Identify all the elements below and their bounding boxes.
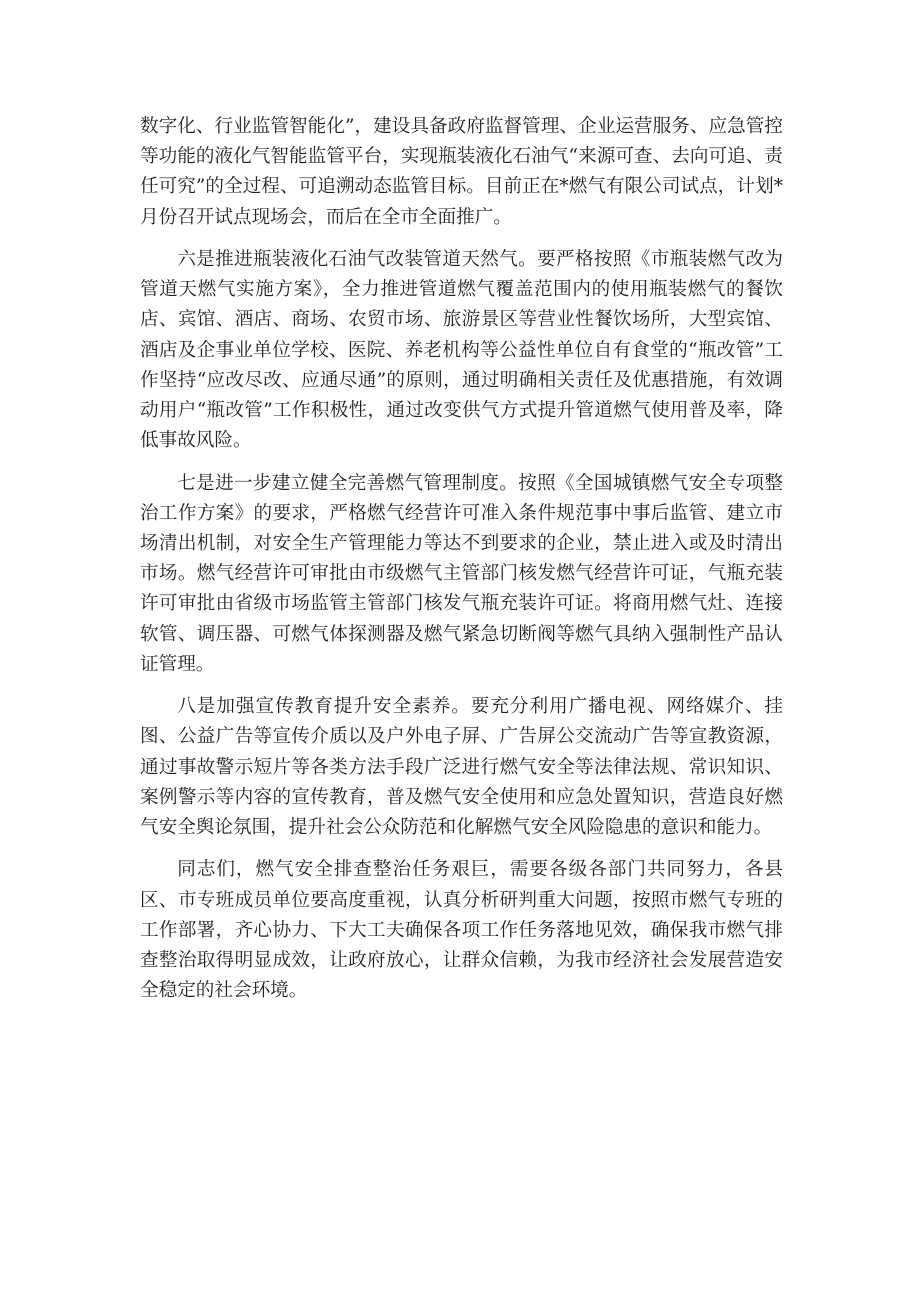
paragraph-seven-management-system: 七是进一步建立健全完善燃气管理制度。按照《全国城镇燃气安全专项整治工作方案》的要求，严格燃气经营许可准入条件规范事中事后监管、建立市场清出机制，对安全生产管理能力等达不到要求的企业，禁止进入或及时清出市场。燃气经营许可审批由市级燃气主管部门核发燃气经营许可证，气瓶充装许可审批由省级市场监管主管部门核发气瓶充装许可证。将商用燃气灶、连接软管、调压器、可燃气体探测器及燃气紧急切断阀等燃气具纳入强制性产品认证管理。 bbox=[140, 472, 783, 675]
paragraph-eight-publicity-education: 八是加强宣传教育提升安全素养。要充分利用广播电视、网络媒介、挂图、公益广告等宣传介质以及户外电子屏、广告屏公交流动广告等宣教资源，通过事故警示短片等各类方法手段广泛进行燃气安全等法律法规、常识知识、案例警示等内容的宣传教育，普及燃气安全使用和应急处置知识，营造良好燃气安全舆论氛围，提升社会公众防范和化解燃气安全风险隐患的意识和能力。 bbox=[140, 696, 783, 839]
paragraph-six-pipeline-conversion: 六是推进瓶装液化石油气改装管道天然气。要严格按照《市瓶装燃气改为管道天燃气实施方案》，全力推进管道燃气覆盖范围内的使用瓶装燃气的餐饮店、宾馆、酒店、商场、农贸市场、旅游景区等营业性餐饮场所，大型宾馆、酒店及企事业单位学校、医院、养老机构等公益性单位自有食堂的“瓶改管”工作坚持“应改尽改、应通尽通”的原则，通过明确相关责任及优惠措施，有效调动用户“瓶改管”工作积极性，通过改变供气方式提升管道燃气使用普及率，降低事故风险。 bbox=[140, 249, 783, 452]
document-body bbox=[140, 112, 783, 1019]
paragraph-closing-remarks: 同志们，燃气安全排查整治任务艰巨，需要各级各部门共同努力，各县区、市专班成员单位要高度重视，认真分析研判重大问题，按照市燃气专班的工作部署，齐心协力、下大工夫确保各项工作任务落地见效，确保我市燃气排查整治取得明显成效，让政府放心，让群众信赖，为我市经济社会发展营造安全稳定的社会环境。 bbox=[140, 859, 783, 1002]
paragraph-continuation: 数字化、行业监管智能化”，建设具备政府监督管理、企业运营服务、应急管控等功能的液化气智能监管平台，实现瓶装液化石油气“来源可查、去向可追、责任可究”的全过程、可追溯动态监管目标。目前正在*燃气有限公司试点，计划*月份召开试点现场会，而后在全市全面推广。 bbox=[140, 116, 783, 228]
